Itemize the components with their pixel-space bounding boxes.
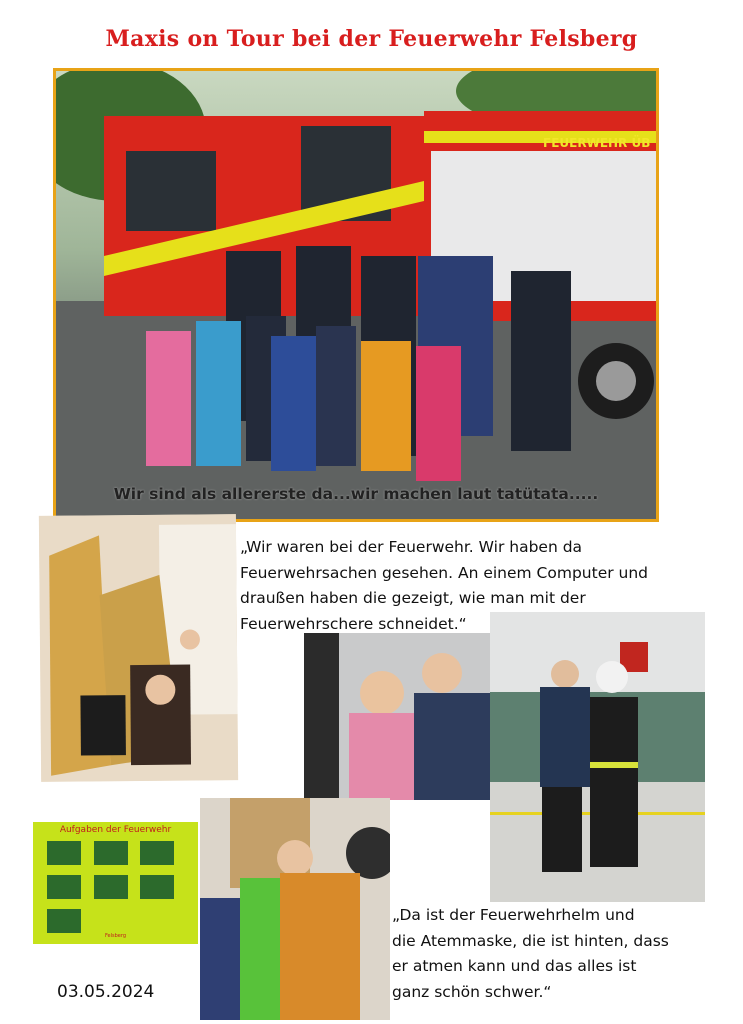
truck-sign: FEUERWEHR ÜB <box>543 136 651 150</box>
poster-image <box>140 841 174 865</box>
poster-footer: Felsberg <box>104 933 127 939</box>
quote-line: Feuerwehrschere schneidet.“ <box>240 614 467 633</box>
classroom-photo <box>39 514 238 782</box>
kids-group-photo <box>200 798 390 1020</box>
group-photo-fire-truck <box>53 68 659 522</box>
quote-line: er atmen kann und das alles ist <box>392 957 637 975</box>
poster-image <box>47 841 81 865</box>
tasks-poster <box>33 822 198 944</box>
photo-caption: Wir sind als allererste da...wir machen laut tatütata..... <box>113 485 599 503</box>
date-label: 03.05.2024 <box>57 982 155 1002</box>
quote-line: ganz schön schwer.“ <box>392 982 552 1001</box>
poster-image <box>47 875 81 899</box>
poster-image <box>140 875 174 899</box>
poster-image <box>94 841 128 865</box>
children-closeup-photo <box>304 633 490 800</box>
quote-line: draußen haben die gezeigt, wie man mit der <box>240 589 586 607</box>
quote-line: Feuerwehrsachen gesehen. An einem Computer und <box>240 563 649 582</box>
poster-image <box>94 875 128 899</box>
poster-title: Aufgaben der Feuerwehr <box>59 825 172 835</box>
quote-line: die Atemmaske, die ist hinten, dass <box>392 931 669 950</box>
quote-line: „Wir waren bei der Feuerwehr. Wir haben da <box>240 538 583 556</box>
quote-line: „Da ist der Feuerwehrhelm und <box>392 906 635 924</box>
page-title: Maxis on Tour bei der Feuerwehr Felsberg <box>105 26 638 52</box>
quote-helmet <box>392 903 669 1005</box>
poster-image <box>47 909 81 933</box>
firefighter-helmet-photo <box>490 612 705 902</box>
